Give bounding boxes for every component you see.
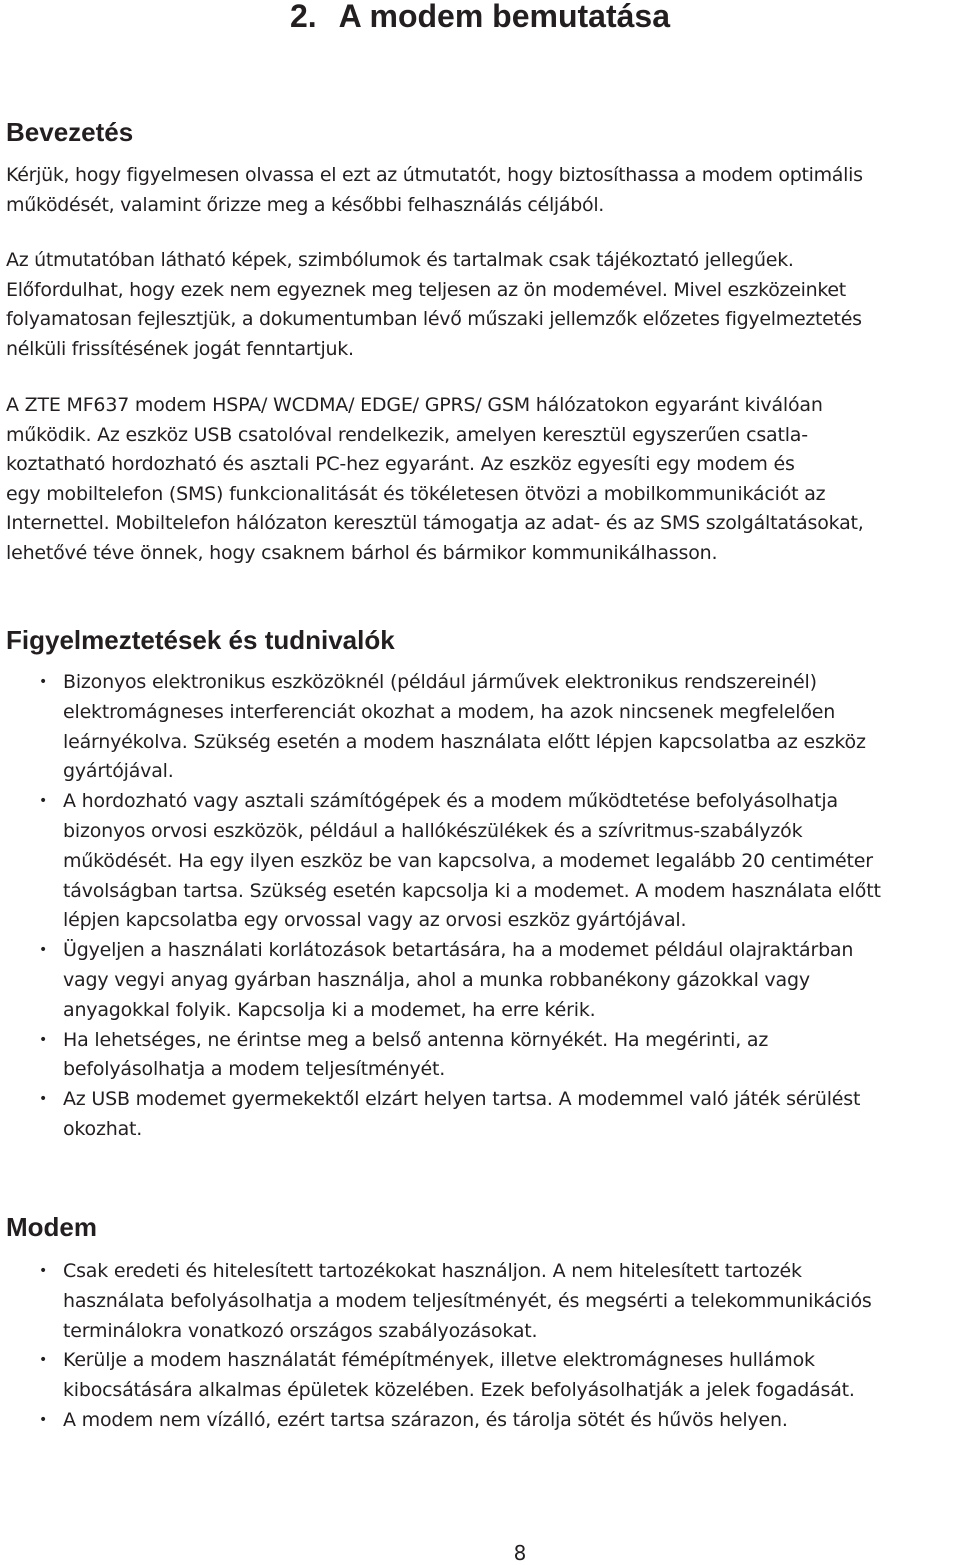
warnings-heading: Figyelmeztetések és tudnivalók [6, 625, 395, 655]
chapter-number: 2. [289, 0, 317, 34]
bullet-icon: • [39, 1263, 48, 1279]
warnings-list-item [0, 1085, 960, 1145]
modem-list-item [0, 1257, 960, 1346]
intro-heading: Bevezetés [6, 117, 134, 147]
modem-item-text: Csak eredeti és hitelesített tartozékokat használjon. A nem hitelesített tartozék használata befolyásolhatja a modem teljesítményét, és megsérti a telekommunikációs terminálokra vonatkozó országos szabályozásokat. [63, 1260, 872, 1342]
bullet-icon: • [39, 1352, 48, 1369]
bullet-icon: • [39, 942, 48, 959]
modem-item-text: A modem nem vízálló, ezért tartsa szárazon, és tárolja sötét és hűvös helyen. [63, 1408, 788, 1431]
modem-list-item [0, 1346, 960, 1406]
intro-paragraph-1: Kérjük, hogy figyelmesen olvassa el ezt az útmutatót, hogy biztosíthassa a modem optimális működését, valamint őrizze meg a későbbi felhasználás céljából. [6, 164, 863, 216]
warnings-item-text: Ha lehetséges, ne érintse meg a belső antenna környékét. Ha megérinti, az befolyásolhatja a modem teljesítményét. [63, 1028, 769, 1081]
bullet-icon: • [39, 793, 48, 810]
bullet-icon: • [39, 674, 48, 690]
warnings-item-text: A hordozható vagy asztali számítógépek és a modem működtetése befolyásolhatja bizonyos orvosi eszközök, például a hallókészülékek és a szívritmus-szabályzók működését. Ha egy ilyen eszköz be van kapcsolva, a modemet legalább 20 centiméter távolságban tartsa. Szükség esetén kapcsolja ki a modemet. A modem használata előtt lépjen kapcsolatba egy orvossal vagy az orvosi eszköz gyártójával. [63, 790, 881, 932]
warnings-list-item [0, 668, 960, 787]
warnings-list [0, 668, 960, 1145]
bullet-icon: • [39, 1411, 48, 1428]
warnings-item-text: Ügyeljen a használati korlátozások betartására, ha a modemet például olajraktárban vagy vegyi anyag gyárban használja, ahol a munka robbanékony gázokkal vagy anyagokkal folyik. Kapcsolja ki a modemet, ha erre kérik. [63, 939, 854, 1021]
warnings-list-item [0, 787, 960, 936]
intro-paragraph-2: Az útmutatóban látható képek, szimbólumok és tartalmak csak tájékoztató jellegűek. Előfordulhat, hogy ezek nem egyeznek meg teljesen az ön modemével. Mivel eszközeinket folyamatosan fejlesztjük, a dokumentumban lévő műszaki jellemzők előzetes figyelmeztetés nélküli frissítésének jogát fenntartjuk. [6, 249, 862, 360]
intro-paragraph-3: A ZTE MF637 modem HSPA/ WCDMA/ EDGE/ GPRS/ GSM hálózatokon egyaránt kiválóan működik. Az eszköz USB csatolóval rendelkezik, amelyen keresztül egyszerűen csatla- koztatható hordozható és asztali PC-hez egyaránt. Az eszköz egyesíti egy modem és egy mobiltelefon (SMS) funkcionalitását és tökéletesen ötvözi a mobilkommunikációt az Internettel. Mobiltelefon hálózaton keresztül támogatja az adat- és az SMS szolgáltatásokat, lehetővé téve önnek, hogy csaknem bárhol és bármikor kommunikálhasson. [6, 394, 864, 564]
chapter-title-text: A modem bemutatása [338, 0, 671, 34]
chapter-title [0, 0, 960, 36]
modem-list-item [0, 1406, 960, 1436]
warnings-item-text: Bizonyos elektronikus eszközöknél (például járművek elektronikus rendszereinél) elektromágneses interferenciát okozhat a modem, ha azok nincsenek megfelelően leárnyékolva. Szükség esetén a modem használata előtt lépjen kapcsolatba az eszköz gyártójával. [63, 671, 866, 783]
bullet-icon: • [39, 1091, 48, 1108]
warnings-item-text: Az USB modemet gyermekektől elzárt helyen tartsa. A modemmel való játék sérülést okozhat. [63, 1088, 861, 1140]
bullet-icon: • [39, 1031, 48, 1048]
modem-list [0, 1257, 960, 1436]
page-number: 8 [513, 1541, 527, 1565]
modem-heading: Modem [6, 1212, 97, 1242]
modem-item-text: Kerülje a modem használatát fémépítmények, illetve elektromágneses hullámok kibocsátására alkalmas épületek közelében. Ezek befolyásolhatják a jelek fogadását. [63, 1349, 855, 1402]
warnings-list-item [0, 936, 960, 1025]
warnings-list-item [0, 1026, 960, 1086]
